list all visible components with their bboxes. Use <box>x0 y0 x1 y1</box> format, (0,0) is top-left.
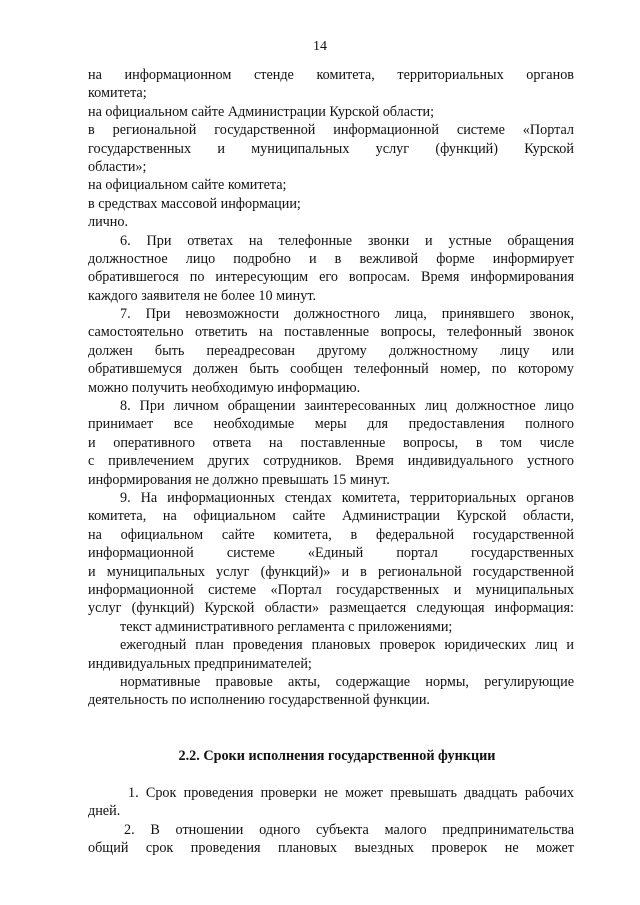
text-line: комитета; <box>88 85 147 102</box>
list-item-line: нормативные правовые акты, содержащие нормы, регулирующие <box>120 673 574 690</box>
text-line: должен быть переадресован другому должностному лицу или <box>88 342 574 359</box>
text-line: на официальном сайте Администрации Курской области; <box>88 103 435 120</box>
paragraph-8-line: 8. При личном обращении заинтересованных лиц должностное лицо <box>120 398 574 415</box>
section-paragraph-2-line: 2. В отношении одного субъекта малого предпринимательства <box>124 821 574 838</box>
text-line: должностное лицо подробно и в вежливой форме информирует <box>88 250 574 267</box>
page-number: 14 <box>313 39 327 54</box>
text-line: индивидуальных предпринимателей; <box>88 655 312 672</box>
text-line: информирования не должно превышать 15 минут. <box>88 471 390 488</box>
text-line: комитета, на официальном сайте Администрации Курской области, <box>88 508 574 525</box>
spacer <box>88 765 574 784</box>
text-line: дней. <box>88 803 121 820</box>
text-line: обратившемуся должен быть сообщен телефонный номер, по которому <box>88 361 574 378</box>
text-line: принимает все необходимые меры для предоставления полного <box>88 416 574 433</box>
text-line: в региональной государственной информационной системе «Портал <box>88 122 574 139</box>
text-line: общий срок проведения плановых выездных проверок не может <box>88 840 574 857</box>
paragraph-7-line: 7. При невозможности должностного лица, принявшего звонок, <box>120 306 574 323</box>
text-line: обратившегося по интересующим его вопросам. Время информирования <box>88 269 574 286</box>
text-line: и муниципальных услуг (функций)» и в региональной государственной <box>88 563 574 580</box>
paragraph-9-line: 9. На информационных стендах комитета, территориальных органов <box>120 489 574 506</box>
spacer <box>88 710 574 747</box>
text-line: лично. <box>88 214 129 231</box>
text-line: с привлечением других сотрудников. Время индивидуального устного <box>88 453 574 470</box>
text-line: услуг (функций) Курской области» размещается следующая информация: <box>88 600 574 617</box>
section-paragraph-1-line: 1. Срок проведения проверки не может превышать двадцать рабочих <box>128 785 574 802</box>
paragraph-6-line: 6. При ответах на телефонные звонки и устные обращения <box>120 232 574 249</box>
text-line: на информационном стенде комитета, территориальных органов <box>88 67 574 83</box>
text-line: самостоятельно ответить на поставленные вопросы, телефонный звонок <box>88 324 574 341</box>
text-line: каждого заявителя не более 10 минут. <box>88 287 317 304</box>
text-line: и оперативного ответа на поставленные вопросы, в том числе <box>88 434 574 451</box>
text-line: информационной системе «Портал государственных и муниципальных <box>88 581 574 598</box>
text-line: можно получить необходимую информацию. <box>88 379 361 396</box>
section-heading: 2.2. Сроки исполнения государственной функции <box>178 747 496 764</box>
text-line: на официальном сайте комитета, в федеральной государственной <box>88 526 574 543</box>
list-item-line: текст административного регламента с приложениями; <box>120 618 453 635</box>
text-line: государственных и муниципальных услуг (функций) Курской <box>88 140 574 157</box>
text-line: деятельность по исполнению государственной функции. <box>88 692 430 709</box>
text-line: области»; <box>88 158 147 175</box>
text-line: в средствах массовой информации; <box>88 195 301 212</box>
document-body <box>88 66 574 858</box>
text-line: на официальном сайте комитета; <box>88 177 287 194</box>
list-item-line: ежегодный план проведения плановых проверок юридических лиц и <box>120 637 574 654</box>
text-line: информационной системе «Единый портал государственных <box>88 545 574 562</box>
